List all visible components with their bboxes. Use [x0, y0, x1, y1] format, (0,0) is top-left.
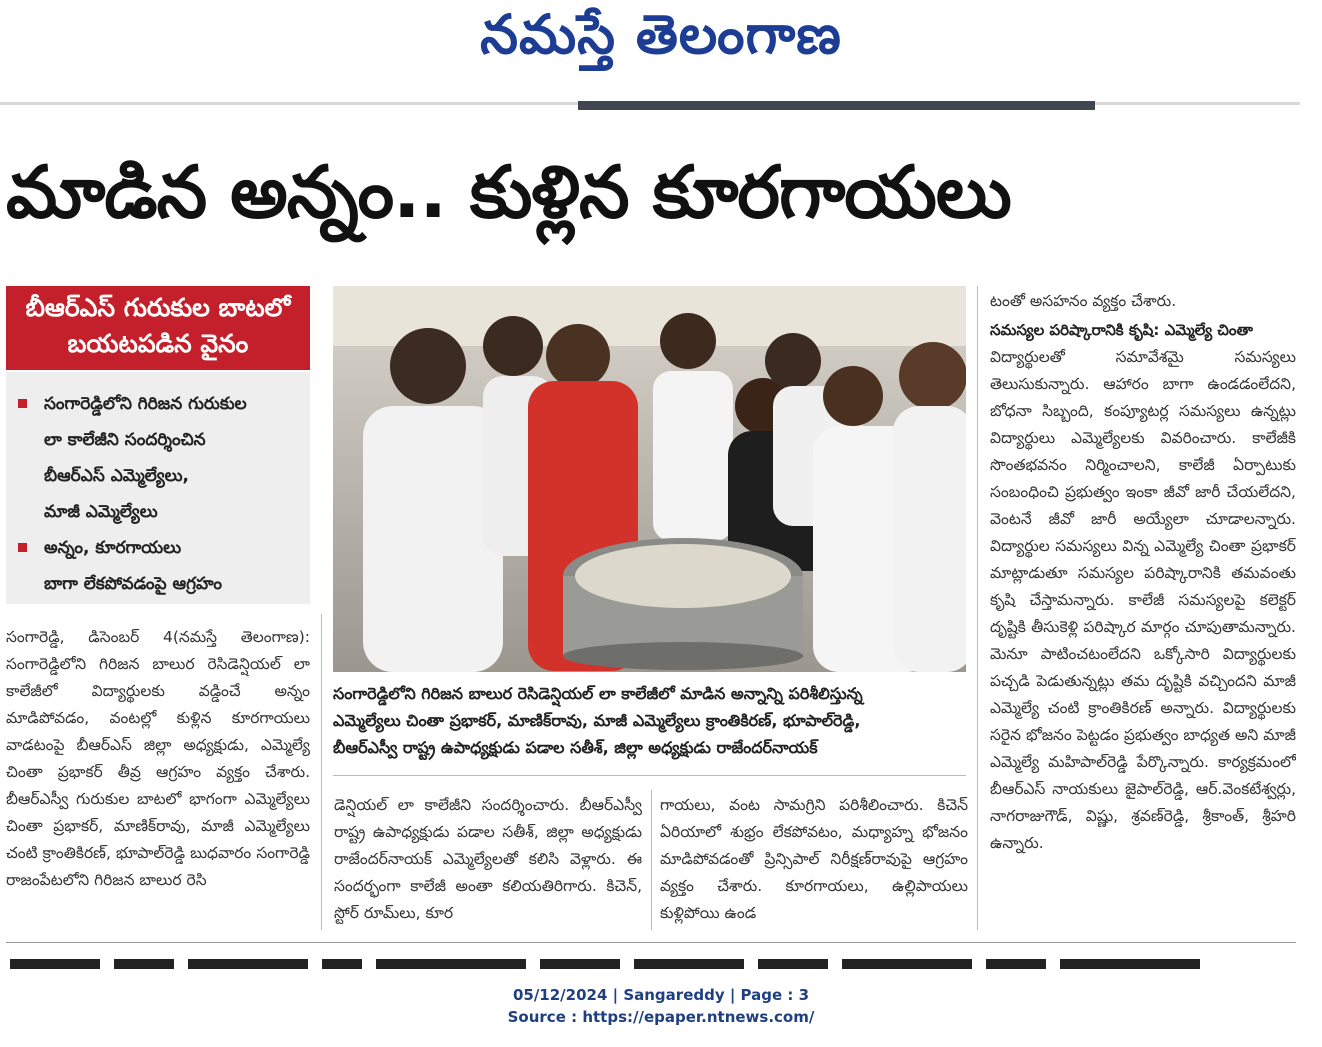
masthead	[0, 0, 1322, 100]
caption-line: బీఆర్‌ఎస్వీ రాష్ట్ర ఉపాధ్యక్షుడు పడాల సతీశ్‌, జిల్లా అధ్యక్షుడు రాజేందర్‌నాయక్‌	[333, 738, 818, 757]
masthead-logo: నమస్తే తెలంగాణ	[480, 2, 842, 66]
bullet-line: లా కాలేజీని సందర్శించిన	[44, 430, 206, 450]
bullet-item	[18, 530, 302, 602]
photo-caption	[333, 680, 966, 761]
column-divider	[321, 614, 322, 930]
highlight-line-1: బీఆర్‌ఎస్‌ గురుకుల బాటలో	[25, 293, 291, 322]
bullet-line: మాజీ ఎమ్మెల్యేలు	[44, 502, 158, 522]
article-column-1: సంగారెడ్డి, డిసెంబర్‌ 4(నమస్తే తెలంగాణ): సంగారెడ్డిలోని గిరిజన బాలుర రెసిడెన్షియల్‌ లా కాలేజీలో విద్యార్థులకు వడ్డించే అన్నం మాడిపోవడం, వంటల్లో కుళ్లిన కూరగాయలు వాడటంపై బీఆర్‌ఎస్‌ జిల్లా అధ్యక్షుడు, ఎమ్మెల్యే చింతా ప్రభాకర్‌ తీవ్ర ఆగ్రహం వ్యక్తం చేశారు. బీఆర్‌ఎస్వీ గురుకుల బాటలో భాగంగా ఎమ్మెల్యేలు చింతా ప్రభాకర్‌, మాణిక్‌రావు, మాజీ ఎమ్మెల్యేలు చంటి క్రాంతికిరణ్‌, భూపాల్‌రెడ్డి బుధవారం సంగారెడ్డి రాజంపేటలోని గిరిజన బాలుర రెసి	[6, 628, 310, 889]
article-column-3: గాయలు, వంట సామగ్రిని పరిశీలించారు. కిచెన్‌ ఏరియాలో శుభ్రం లేకపోవటం, మధ్యాహ్న భోజనం మాడిపోవడంతో ప్రిన్సిపాల్‌ నిరీక్షణ్‌రావుపై ఆగ్రహం వ్యక్తం చేశారు. కూరగాయలు, ఉల్లిపాయలు కుళ్లిపోయి ఉండ	[660, 796, 968, 922]
footer-source-link[interactable]: Source : https://epaper.ntnews.com/	[507, 1008, 815, 1026]
article-column-2: డెన్షియల్‌ లా కాలేజీని సందర్శించారు. బీఆర్‌ఎస్వీ రాష్ట్ర ఉపాధ్యక్షుడు పడాల సతీశ్‌, జిల్లా అధ్యక్షుడు రాజేందర్‌నాయక్‌ ఎమ్మెల్యేలతో కలిసి వెళ్లారు. ఈ సందర్భంగా కాలేజీ అంతా కలియతిరిగారు. కిచెన్‌, స్టోర్‌ రూమ్‌లు, కూర	[334, 796, 642, 922]
subheading: సమస్యల పరిష్కారానికి కృషి: ఎమ్మెల్యే చింతా	[990, 321, 1253, 339]
headline: మాడిన అన్నం.. కుళ్లిన కూరగాయలు	[6, 150, 1011, 234]
next-story-headline-cropped	[10, 953, 1310, 969]
bullet-line: అన్నం, కూరగాయలు	[44, 538, 182, 558]
bullet-square-icon	[18, 543, 27, 552]
highlight-box	[6, 286, 310, 370]
article-column-4: విద్యార్థులతో సమావేశమై సమస్యలు తెలుసుకున్నారు. ఆహారం బాగా ఉండడంలేదని, బోధనా సిబ్బంది, కంప్యూటర్ల సమస్యలు ఉన్నట్లు విద్యార్థులు ఎమ్మెల్యేలకు వివరించారు. కాలేజీకి సొంతభవనం నిర్మించాలని, కాలేజీ ఏర్పాటుకు సంబంధించి ప్రభుత్వం ఇంకా జీవో జారీ చేయలేదని, వెంటనే జీవో జారీ అయ్యేలా చూడాలన్నారు. విద్యార్థుల సమస్యలు విన్న ఎమ్మెల్యే చింతా ప్రభాకర్‌ మాట్లాడుతూ సమస్యల పరిష్కారానికి తమవంతు కృషి చేస్తామన్నారు. కాలేజీ సమస్యలపై కలెక్టర్‌ దృష్టికి తీసుకెళ్లి పరిష్కార మార్గం చూపుతామన్నారు. మెనూ పాటించటంలేదని ఒక్కోసారి విద్యార్థులకు పచ్చడి పెడుతున్నట్లు తమ దృష్టికి వచ్చిందని మాజీ ఎమ్మెల్యే చంటి క్రాంతికిరణ్‌ అన్నారు. విద్యార్థులకు సరైన భోజనం పెట్టడం ప్రభుత్వం బాధ్యత అని మాజీ ఎమ్మెల్యే మహిపాల్‌రెడ్డి పేర్కొన్నారు. కార్యక్రమంలో బీఆర్‌ఎస్‌ నాయకులు జైపాల్‌రెడ్డి, ఆర్‌.వెంకటేశ్వర్లు, నాగరాజుగౌడ్‌, విష్ణు, శ్రవణ్‌రెడ్డి, శ్రీకాంత్‌, శ్రీహరి ఉన్నారు.	[990, 348, 1296, 852]
caption-line: సంగారెడ్డిలోని గిరిజన బాలుర రెసిడెన్షియల్‌ లా కాలేజీలో మాడిన అన్నాన్ని పరిశీలిస్తున్న	[333, 684, 863, 703]
article-column-4-intro: టంతో అసహనం వ్యక్తం చేశారు.	[990, 292, 1177, 310]
news-photo-illustration	[333, 286, 966, 672]
news-photo	[333, 286, 966, 672]
masthead-accent-bar	[578, 101, 1095, 110]
caption-divider	[333, 775, 966, 776]
bullet-line: బాగా లేకపోవడంపై ఆగ్రహం	[44, 574, 223, 594]
bullet-square-icon	[18, 399, 27, 408]
bullets-box	[6, 372, 310, 604]
page-bottom-rule	[6, 942, 1296, 943]
column-divider	[651, 790, 652, 930]
footer-date-edition: 05/12/2024 | Sangareddy | Page : 3	[512, 986, 810, 1004]
bullet-line: సంగారెడ్డిలోని గిరిజన గురుకుల	[44, 394, 247, 414]
column-divider	[977, 286, 978, 930]
bullet-item	[18, 386, 302, 530]
highlight-line-2: బయటపడిన వైనం	[67, 329, 249, 358]
bullet-line: బీఆర్‌ఎస్‌ ఎమ్మెల్యేలు,	[44, 466, 189, 486]
caption-line: ఎమ్మెల్యేలు చింతా ప్రభాకర్‌, మాణిక్‌రావు, మాజీ ఎమ్మెల్యేలు క్రాంతికిరణ్‌, భూపాల్‌రెడ్డి,	[333, 711, 861, 730]
